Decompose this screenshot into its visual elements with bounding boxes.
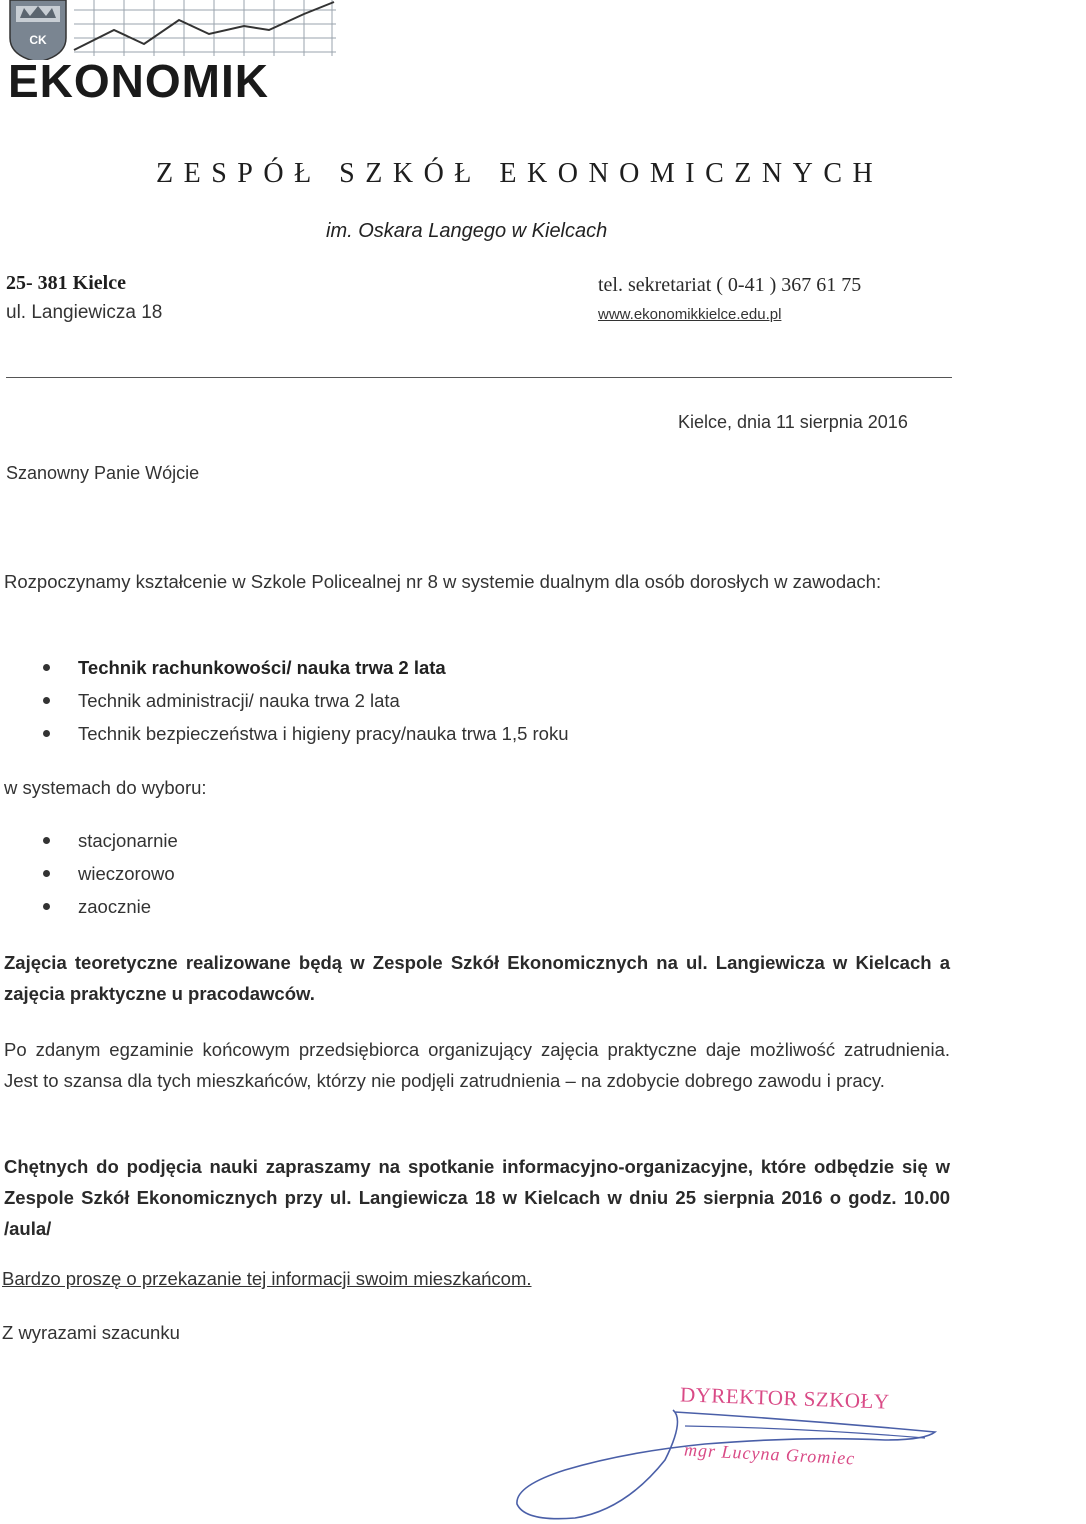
intro-paragraph: Rozpoczynamy kształcenie w Szkole Policealnej nr 8 w systemie dualnym dla osób dorosłych w zawodach: <box>4 571 882 592</box>
address-street: ul. Langiewicza 18 <box>6 302 163 323</box>
letter-date: Kielce, dnia 11 sierpnia 2016 <box>678 412 908 432</box>
logo-chart-graphic <box>4 0 336 60</box>
classes-info-paragraph: Zajęcia teoretyczne realizowane będą w Zespole Szkół Ekonomicznych na ul. Langiewicza w Kielcach a zajęcia praktyczne u pracodawców. <box>4 952 950 1004</box>
list-item: wieczorowo <box>0 857 178 890</box>
letter-greeting: Szanowny Panie Wójcie <box>6 463 200 483</box>
school-logo <box>4 0 336 106</box>
systems-label: w systemach do wyboru: <box>4 777 207 798</box>
invitation-paragraph: Chętnych do podjęcia nauki zapraszamy na spotkanie informacyjno-organizacyjne, które odbędzie się w Zespole Szkół Ekonomicznych przy ul. Langiewicza 18 w Kielcach w dniu 25 sierpnia 2016 o godz. 10.00 /aula/ <box>4 1156 950 1239</box>
list-item: Technik administracji/ nauka trwa 2 lata <box>0 684 569 717</box>
school-website-link[interactable]: www.ekonomikkielce.edu.pl <box>598 306 782 323</box>
request-line: Bardzo proszę o przekazanie tej informacji swoim mieszkańcom. <box>2 1268 532 1289</box>
list-item: stacjonarnie <box>0 824 178 857</box>
address-zip-city: 25- 381 Kielce <box>6 272 126 294</box>
secretariat-phone: tel. sekretariat ( 0-41 ) 367 61 75 <box>598 274 862 296</box>
school-patron: im. Oskara Langego w Kielcach <box>326 220 608 242</box>
employment-info-paragraph: Po zdanym egzaminie końcowym przedsiębiorca organizujący zajęcia praktyczne daje możliwość zatrudnienia. Jest to szansa dla tych mieszkańców, którzy nie podjęli zatrudnienia – na zdobycie dobrego zawodu i pracy. <box>4 1039 950 1091</box>
letterhead-divider <box>6 377 952 378</box>
systems-list <box>0 824 178 923</box>
closing-line: Z wyrazami szacunku <box>2 1322 180 1343</box>
stamp-title: DYREKTOR SZKOŁY <box>679 1382 890 1414</box>
stamp-name: mgr Lucyna Gromiec <box>683 1439 856 1469</box>
list-item: Technik bezpieczeństwa i higieny pracy/nauka trwa 1,5 roku <box>0 717 569 750</box>
logo-badge-text: CK <box>29 33 47 47</box>
list-item: Technik rachunkowości/ nauka trwa 2 lata <box>0 651 569 684</box>
list-item: zaocznie <box>0 890 178 923</box>
logo-wordmark: EKONOMIK <box>8 55 269 107</box>
professions-list <box>0 651 569 750</box>
school-name: ZESPÓŁ SZKÓŁ EKONOMICZNYCH <box>156 158 884 189</box>
